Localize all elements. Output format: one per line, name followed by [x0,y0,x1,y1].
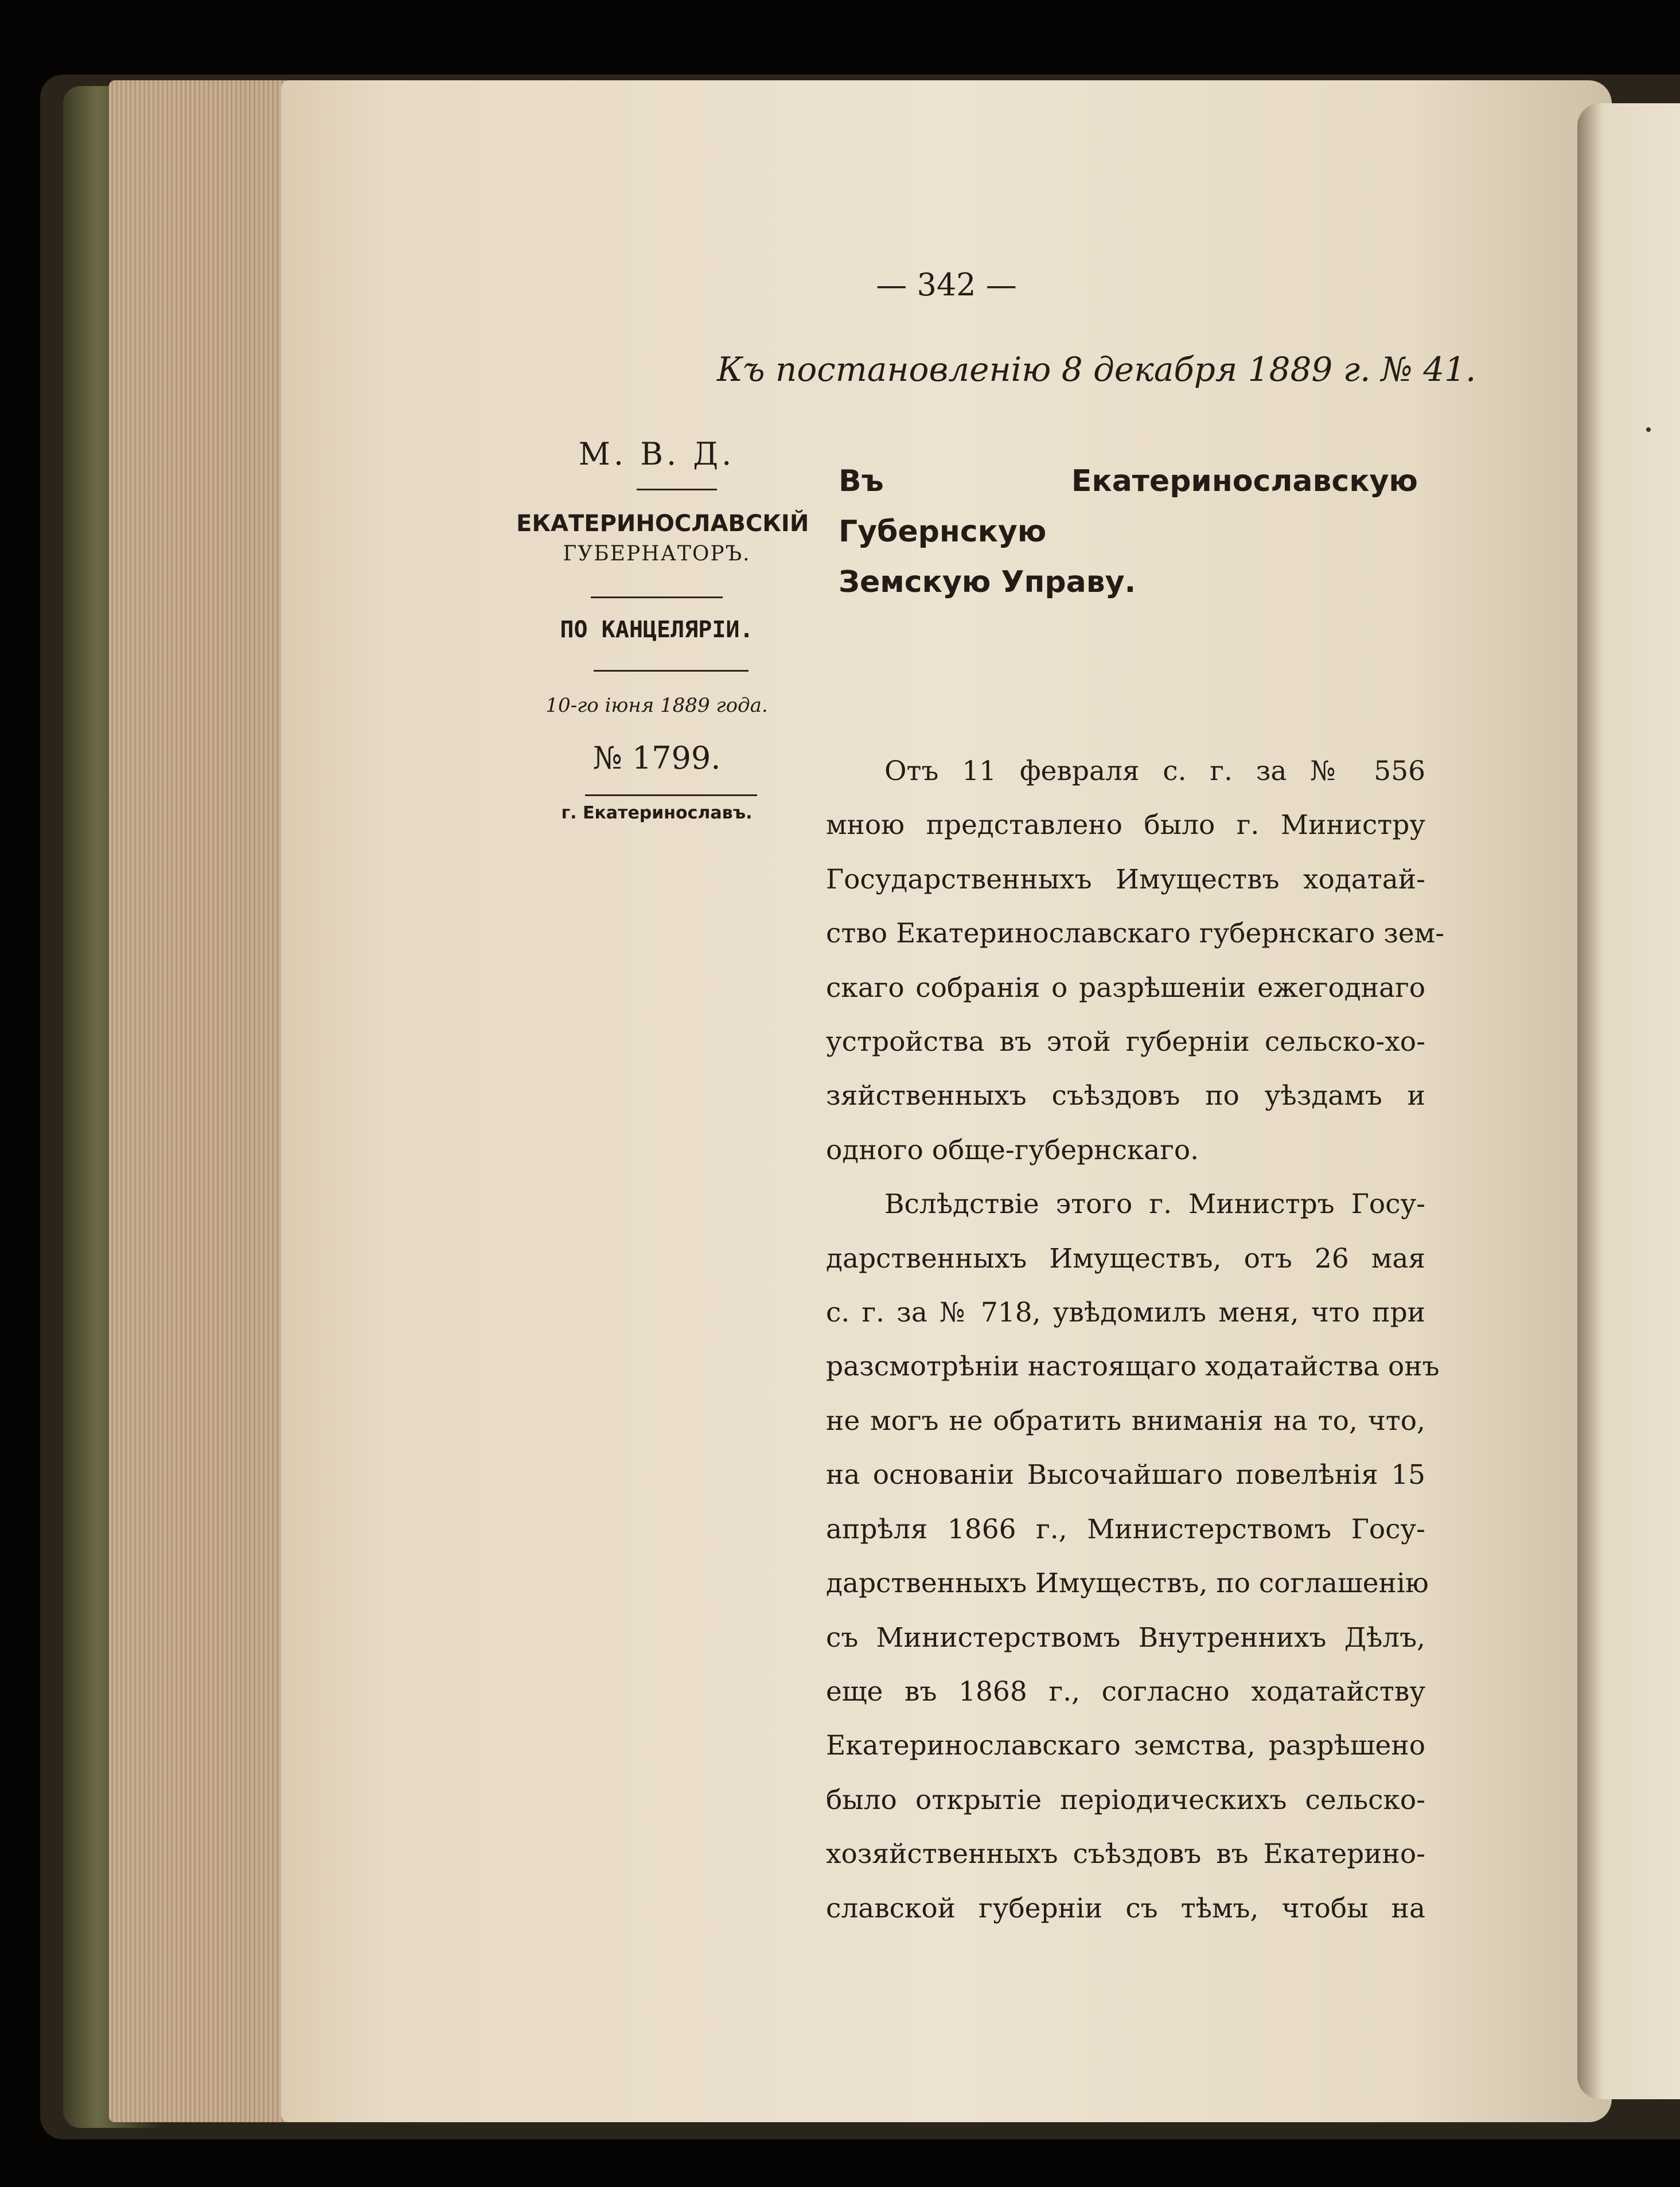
text-line: с. г. за № 718, увѣдомилъ меня, что при [826,1297,1425,1329]
text-line: дарственныхъ Имуществъ, по соглашенію [826,1568,1429,1600]
department-heading: ПО КАНЦЕЛЯРІИ. [560,617,754,643]
addressee-line: Земскую Управу. [839,565,1136,599]
text-line: не могъ не обратить вниманія на то, что, [826,1405,1425,1437]
facing-page-edge [1577,103,1680,2099]
text-line: Вслѣдствіе этого г. Министръ Госу- [884,1188,1425,1221]
governor-office-heading: ЕКАТЕРИНОСЛАВСКІЙ [516,510,809,537]
resolution-reference: Къ постановленію 8 декабря 1889 г. № 41. [717,350,1476,389]
text-line: скаго собранія о разрѣшеніи ежегоднаго [826,972,1425,1004]
text-line: еще въ 1868 г., согласно ходатайству [826,1675,1425,1708]
letter-city: г. Екатеринославъ. [561,803,753,823]
letter-date: 10-го іюня 1889 года. [545,694,768,717]
addressee-line: Въ Екатеринославскую Губернскую [839,464,1418,549]
divider [585,794,757,796]
text-line: Государственныхъ Имуществъ ходатай- [826,863,1425,895]
text-line: было открытіе періодическихъ сельско- [826,1784,1425,1816]
divider [594,670,749,672]
letter-body [826,744,1445,1936]
text-line: одного обще-губернскаго. [826,1134,1199,1166]
ministry-abbreviation: М. В. Д. [578,436,735,472]
text-line: съ Министерствомъ Внутреннихъ Дѣлъ, [826,1621,1425,1654]
text-line: ство Екатеринославскаго губернскаго зем- [826,918,1445,950]
text-line: апрѣля 1866 г., Министерствомъ Госу- [826,1513,1425,1545]
text-line: славской губерніи съ тѣмъ, чтобы на [826,1892,1425,1924]
divider [637,489,717,490]
text-line: на основаніи Высочайшаго повелѣнія 15 [826,1459,1425,1491]
page-speck [1646,427,1651,432]
text-line: дарственныхъ Имуществъ, отъ 26 мая [826,1242,1425,1274]
addressee [839,456,1418,607]
page-edges [109,80,304,2122]
text-line: разсмотрѣніи настоящаго ходатайства онъ [826,1351,1440,1383]
letter-number: № 1799. [593,740,721,776]
governor-title: ГУБЕРНАТОРЪ. [563,542,751,566]
text-line: устройства въ этой губерніи сельско-хо- [826,1026,1425,1058]
divider [591,597,723,598]
text-line: хозяйственныхъ съѣздовъ въ Екатерино- [826,1838,1425,1870]
text-line: Отъ 11 февраля с. г. за № 556 [884,755,1425,787]
text-line: мною представлено было г. Министру [826,809,1425,841]
page-number: — 342 — [876,267,1017,303]
text-line: зяйственныхъ съѣздовъ по уѣздамъ и [826,1080,1425,1112]
text-line: Екатеринославскаго земства, разрѣшено [826,1730,1425,1762]
